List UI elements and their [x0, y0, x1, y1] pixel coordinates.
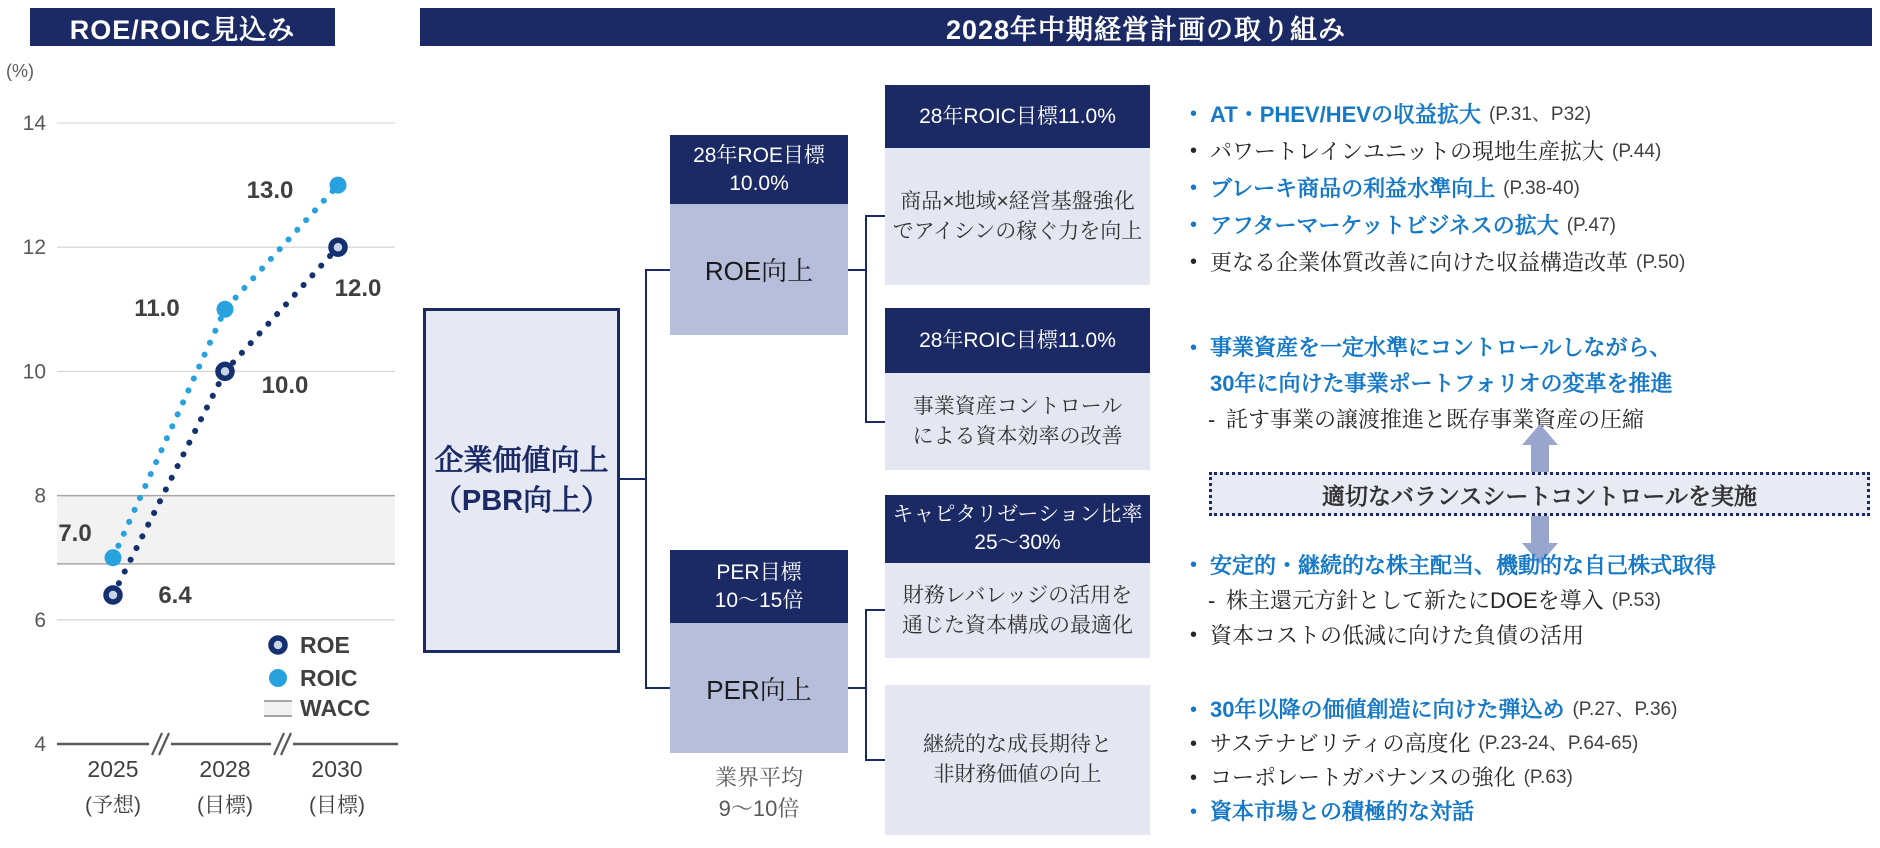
y-tick-label: 4 — [34, 733, 46, 756]
bullet-text: サステナビリティの高度化 — [1210, 731, 1471, 756]
x-label-year: 2025 — [87, 756, 139, 782]
bullet-text: アフターマーケットビジネスの拡大 — [1210, 213, 1559, 238]
industry-average-line2: 9〜10倍 — [718, 796, 800, 821]
bullet-item — [1190, 761, 1880, 795]
bullet-text: 更なる企業体質改善に向けた収益構造改革 — [1210, 250, 1629, 275]
connector — [645, 687, 670, 689]
per-target-line1: PER目標 — [716, 560, 802, 584]
per-target-line2: 10〜15倍 — [714, 588, 804, 612]
x-label-note: (目標) — [197, 794, 253, 817]
y-tick-label: 12 — [22, 236, 46, 260]
roic-target-header-2: 28年ROIC目標11.0% — [885, 308, 1150, 373]
bullet-text: AT・PHEV/HEVの収益拡大 — [1210, 102, 1481, 127]
data-label-roic-2028: 11.0 — [134, 295, 180, 322]
bullet-item — [1190, 727, 1880, 761]
earning-power-line1: 商品×地域×経営基盤強化 — [900, 189, 1135, 213]
legend-roe-label: ROE — [300, 632, 350, 658]
corporate-value-box — [423, 308, 620, 653]
bullet-item — [1190, 244, 1880, 281]
corporate-value-line1: 企業価値向上 — [434, 444, 609, 477]
bullet-text: ブレーキ商品の利益水準向上 — [1210, 176, 1496, 201]
per-target-header — [670, 550, 848, 623]
x-label-year: 2028 — [199, 756, 251, 782]
bullet-text: 託す事業の譲渡推進と既存事業資産の圧縮 — [1226, 407, 1645, 432]
axis-break-icon — [271, 731, 293, 757]
connector — [865, 215, 885, 217]
bullet-text: 事業資産を一定水準にコントロールしながら、 — [1210, 335, 1672, 360]
roe-point — [218, 364, 232, 378]
bullet-item — [1190, 330, 1880, 402]
bullet-group-future — [1190, 693, 1880, 829]
bullet-item — [1190, 795, 1880, 829]
per-improvement-box: PER向上 — [670, 623, 848, 753]
bullet-icon: • — [1190, 767, 1198, 789]
y-tick-label: 8 — [34, 484, 46, 508]
roe-point — [331, 240, 345, 254]
capitalization-header — [885, 495, 1150, 563]
roe-target-line2: 10.0% — [729, 171, 789, 195]
page-ref: (P.38-40) — [1503, 178, 1580, 199]
roe-target-header — [670, 135, 848, 204]
bullet-text: パワートレインユニットの現地生産拡大 — [1210, 139, 1605, 164]
connector — [865, 759, 885, 761]
bullet-group-shareholder — [1190, 548, 1880, 653]
bullet-text: 資本市場との積極的な対話 — [1210, 799, 1475, 824]
roe-target-line1: 28年ROE目標 — [693, 143, 825, 167]
bullet-text: 株主還元方針として新たにDOEを導入 — [1226, 588, 1604, 613]
x-label-year: 2030 — [311, 756, 363, 782]
roic-target-header-1: 28年ROIC目標11.0% — [885, 85, 1150, 148]
roe-roic-chart — [0, 55, 420, 848]
financial-leverage-line1: 財務レバレッジの活用を — [902, 583, 1133, 607]
page-ref: (P.63) — [1523, 767, 1573, 788]
bullet-item — [1190, 548, 1880, 583]
unit-label: (%) — [6, 61, 34, 81]
data-label-roic-2025: 7.0 — [58, 520, 92, 547]
y-tick-label: 10 — [22, 360, 46, 384]
bullet-text: コーポレートガバナンスの強化 — [1210, 765, 1516, 790]
bullet-icon: • — [1190, 733, 1198, 755]
bullet-text-lines — [1210, 330, 1673, 402]
page-ref: (P.47) — [1566, 215, 1616, 236]
asset-control-line1: 事業資産コントロール — [912, 394, 1123, 418]
x-label-note: (目標) — [309, 794, 365, 817]
right-panel-title: 2028年中期経営計画の取り組み — [420, 8, 1872, 46]
down-arrow-stem — [1531, 516, 1549, 544]
data-label-roic-2030: 13.0 — [246, 177, 294, 204]
bullet-icon: • — [1190, 103, 1198, 125]
page-ref: (P.44) — [1612, 141, 1662, 162]
bullet-icon: • — [1190, 214, 1198, 236]
y-tick-label: 6 — [34, 608, 46, 632]
bullet-text: 30年以降の価値創造に向けた弾込め — [1210, 697, 1565, 722]
page-ref: (P.23-24、P.64-65) — [1478, 733, 1639, 754]
industry-average-line1: 業界平均 — [714, 765, 803, 790]
bullet-item — [1190, 207, 1880, 244]
axis-break-icon — [149, 731, 171, 757]
roe-point — [106, 588, 120, 602]
legend-wacc-label: WACC — [300, 695, 371, 721]
connector — [620, 478, 647, 480]
data-label-roe-2025: 6.4 — [158, 582, 192, 609]
capitalization-line2: 25〜30% — [974, 531, 1061, 554]
up-arrow-stem — [1531, 444, 1549, 472]
bullet-icon: • — [1190, 140, 1198, 162]
growth-expectation-box — [885, 685, 1150, 835]
bullet-item — [1190, 618, 1880, 653]
bullet-icon: • — [1190, 801, 1198, 823]
industry-average-note — [670, 762, 848, 824]
roic-point — [105, 549, 122, 566]
growth-expectation-line1: 継続的な成長期待と — [923, 733, 1112, 756]
earning-power-line2: でアイシンの稼ぐ力を向上 — [892, 219, 1143, 243]
x-label-note: (予想) — [85, 794, 141, 817]
page-ref: (P.50) — [1636, 252, 1686, 273]
bullet-group-profit — [1190, 96, 1880, 281]
asset-control-box — [885, 373, 1150, 470]
corporate-value-line2: （PBR向上） — [432, 484, 611, 517]
legend-roic-marker — [269, 669, 287, 687]
connector — [645, 269, 647, 689]
legend-roic-label: ROIC — [300, 665, 358, 691]
roic-point — [217, 301, 234, 318]
roic-point — [330, 177, 347, 194]
connector — [865, 609, 885, 611]
asset-control-line2: による資本効率の改善 — [912, 424, 1123, 448]
page-ref: (P.27、P.36) — [1572, 699, 1678, 720]
bullet-item — [1190, 133, 1880, 170]
growth-expectation-line2: 非財務価値の向上 — [933, 763, 1102, 786]
capitalization-line1: キャピタリゼーション比率 — [892, 503, 1143, 526]
bullet-icon: • — [1190, 337, 1198, 359]
bullet-icon: • — [1190, 699, 1198, 721]
dash-icon: - — [1208, 588, 1216, 613]
bullet-icon: • — [1190, 554, 1198, 576]
bullet-icon: • — [1190, 251, 1198, 273]
bullet-group-portfolio — [1190, 330, 1880, 438]
financial-leverage-line2: 通じた資本構成の最適化 — [902, 613, 1133, 637]
bullet-text: 資本コストの低減に向けた負債の活用 — [1210, 623, 1585, 648]
bullet-icon: • — [1190, 624, 1198, 646]
connector — [865, 421, 885, 423]
bullet-text: 30年に向けた事業ポートフォリオの変革を推進 — [1210, 371, 1673, 396]
data-label-roe-2030: 12.0 — [334, 275, 382, 302]
roe-improvement-box: ROE向上 — [670, 204, 848, 335]
bullet-icon: • — [1190, 177, 1198, 199]
y-tick-label: 14 — [22, 112, 46, 135]
legend-wacc-marker — [264, 701, 292, 716]
up-arrow-icon — [1522, 424, 1558, 445]
earning-power-box — [885, 148, 1150, 285]
bullet-item — [1190, 693, 1880, 727]
data-label-roe-2028: 10.0 — [261, 372, 309, 399]
left-panel-title: ROE/ROIC見込み — [30, 8, 335, 46]
financial-leverage-box — [885, 563, 1150, 658]
dash-icon: - — [1208, 407, 1216, 432]
page-ref: (P.53) — [1611, 590, 1661, 611]
bullet-item — [1190, 170, 1880, 207]
sub-bullet-item — [1190, 583, 1880, 618]
bullet-text: 安定的・継続的な株主配当、機動的な自己株式取得 — [1210, 553, 1717, 578]
balance-sheet-banner: 適切なバランスシートコントロールを実施 — [1209, 472, 1870, 516]
connector — [865, 609, 867, 761]
connector — [865, 215, 867, 423]
bullet-item — [1190, 96, 1880, 133]
legend-roe-marker — [271, 638, 285, 652]
page-ref: (P.31、P32) — [1488, 104, 1592, 125]
connector — [645, 269, 670, 271]
